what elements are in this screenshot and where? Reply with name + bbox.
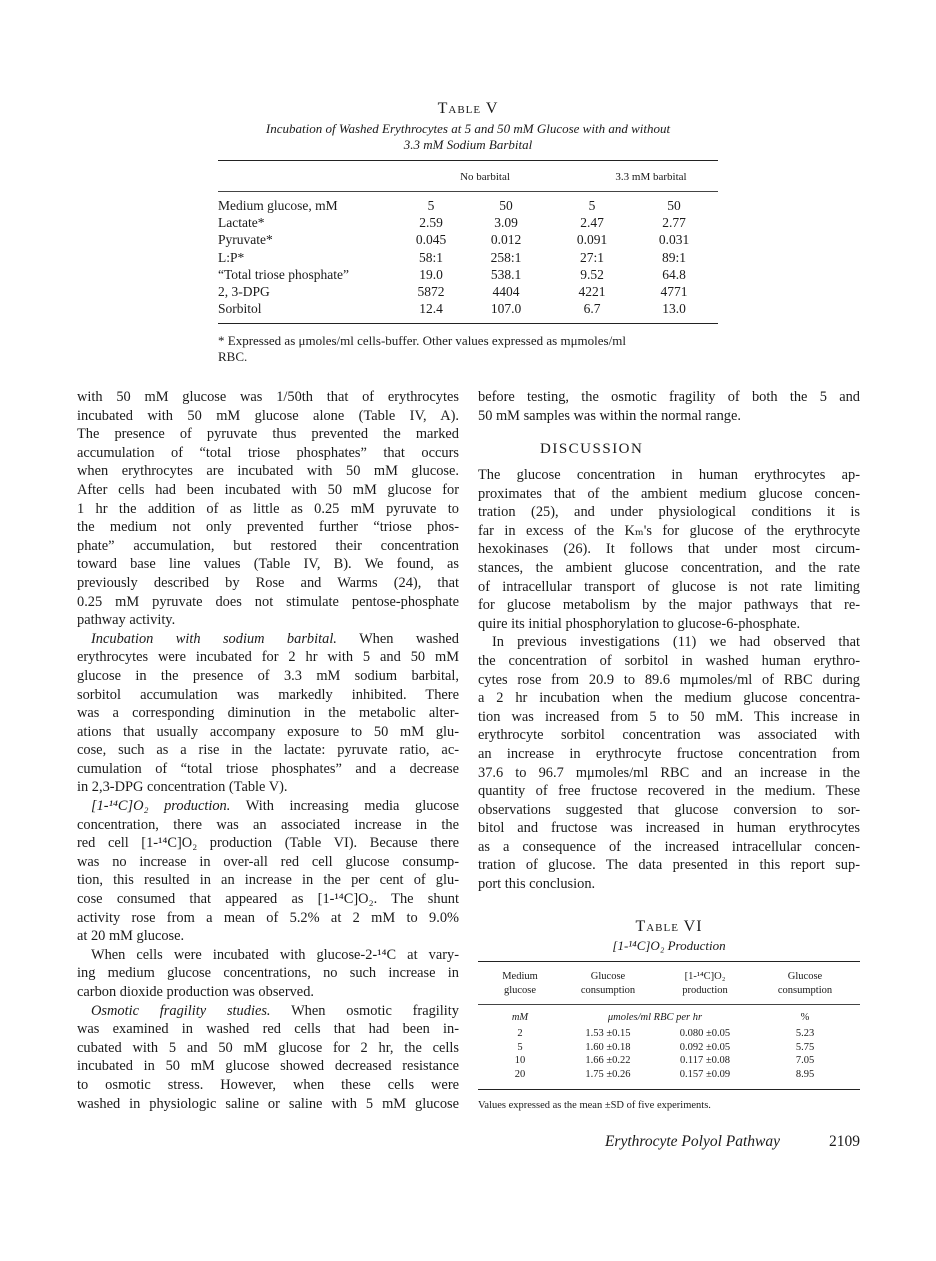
text-line: incubated with 50 mM glucose alone (Table IV, A). — [77, 407, 459, 424]
text-line: for glucose metabolism by the major pathways that re- — [478, 597, 860, 614]
text-line: phate” accumulation, but restored their concentration — [77, 537, 459, 554]
table6-cell: 5.75 — [795, 1041, 815, 1053]
table5-cell: 50 — [499, 198, 513, 213]
table5-row-label: Lactate* — [218, 215, 265, 231]
table5-row — [218, 198, 718, 215]
text-line: ing medium glucose concentrations, no such increase in — [77, 965, 459, 982]
text-line-content: When washed — [359, 630, 459, 647]
table5-cell: 4404 — [492, 284, 520, 299]
text-line: sorbitol accumulation was markedly inhibited. There — [77, 686, 459, 703]
table5-cell: 0.031 — [658, 232, 690, 248]
table6-cell: 2 — [517, 1028, 523, 1039]
text-line: was a corresponding diminution in the metabolic alter- — [77, 705, 459, 722]
text-line: hexokinases (26). It follows that under most circum- — [478, 541, 860, 558]
run-in-heading: Incubation with sodium barbital. — [91, 630, 337, 647]
table5-footnote-line2: RBC. — [218, 349, 248, 364]
table6-column-header: [1-¹⁴C]O₂ — [684, 971, 726, 982]
text-line: port this conclusion. — [478, 876, 596, 893]
table5-cell: 2.59 — [419, 215, 443, 231]
text-line: tion was increased from 5 to 50 mM. This increase in — [478, 708, 860, 725]
text-line: pathway activity. — [77, 612, 176, 629]
text-line: a 2 hr incubation when the medium glucose concentra- — [478, 690, 860, 707]
text-line: the medium not only prevented further “triose phos- — [77, 519, 459, 536]
paragraph — [77, 946, 459, 1002]
table6-column-header: glucose — [503, 985, 537, 996]
text-line: washed in physiologic saline or saline with 5 mM glucose — [77, 1095, 459, 1112]
table5-cell: 2.47 — [580, 215, 604, 231]
table5-cell: 9.52 — [580, 266, 604, 282]
table5-row-label: Medium glucose, mM — [218, 198, 338, 213]
table5-cell: 4771 — [660, 284, 688, 299]
paragraph — [478, 633, 860, 893]
table5-cell: 4221 — [578, 284, 606, 299]
text-line — [77, 630, 459, 649]
text-line: was examined in washed red cells that had been in- — [77, 1021, 459, 1038]
table5-footnote-line1: * Expressed as μmoles/ml cells-buffer. Other values expressed as mμmoles/ml — [218, 333, 626, 348]
table6-cell: 20 — [514, 1068, 526, 1080]
text-line: quire its initial phosphorylation to glucose-6-phosphate. — [478, 615, 801, 632]
text-line: quantity of free fructose recovered in the medium. These — [478, 783, 860, 800]
discussion-text — [478, 466, 860, 894]
table5-cell: 107.0 — [490, 301, 522, 317]
table6-caption: [1-¹⁴C]O₂ Production — [612, 938, 726, 953]
text-line: bitol and fructose was increased in human erythrocytes — [478, 820, 860, 837]
text-line: cubated with 5 and 50 mM glucose for 2 hr, the cells — [77, 1039, 459, 1056]
table6-unit-percent: % — [800, 1012, 810, 1023]
paragraph — [77, 630, 459, 797]
table6-column-header: consumption — [580, 985, 636, 996]
table6-cell: 1.60 ±0.18 — [585, 1041, 631, 1053]
table5-row-label: Sorbitol — [218, 301, 262, 317]
text-line: of intracellular transport of glucose is not rate limiting — [478, 578, 860, 595]
text-line: tration of glucose. The data presented in this report sup- — [478, 857, 860, 874]
text-line: proximates that of the ambient medium glucose concen- — [478, 485, 860, 502]
text-line: before testing, the osmotic fragility of both the 5 and — [478, 389, 860, 405]
table6-column-header: consumption — [777, 985, 833, 996]
table5-cell: 0.045 — [415, 232, 447, 248]
text-line: In previous investigations (11) we had observed that — [492, 634, 860, 651]
table5-cell: 13.0 — [662, 301, 686, 317]
table5-cell: 12.4 — [419, 301, 443, 317]
paragraph — [478, 466, 860, 633]
table6-cell: 0.117 ±0.08 — [680, 1055, 730, 1066]
table5-row — [218, 284, 718, 301]
table5-bottom-rule — [218, 323, 718, 324]
table5-cell: 6.7 — [583, 301, 601, 317]
page-number: 2109 — [829, 1133, 860, 1150]
table6-column-header: Glucose — [590, 971, 626, 982]
text-line: 50 mM samples was within the normal range. — [478, 407, 741, 424]
table6-cell: 1.53 ±0.15 — [585, 1028, 631, 1039]
text-line: cytes rose from 20.9 to 89.6 mμmoles/ml of RBC during — [478, 671, 860, 688]
text-line: glucose in the presence of 3.3 mM sodium barbital, — [77, 667, 459, 684]
table6-header-rule — [478, 1004, 860, 1005]
table5-cell: 27:1 — [579, 249, 604, 265]
table5-row-label: 2, 3-DPG — [218, 284, 270, 299]
table5-top-rule — [218, 160, 718, 161]
table5-cell: 0.012 — [490, 232, 522, 248]
table5-row-label: “Total triose phosphate” — [218, 266, 350, 282]
run-in-heading: Osmotic fragility studies. — [91, 1002, 271, 1019]
paragraph — [478, 388, 860, 425]
paragraph — [77, 388, 459, 630]
table5-cell: 5 — [588, 198, 596, 213]
text-line: 1 hr the addition of as little as 0.25 mM pyruvate to — [77, 500, 459, 517]
text-line: to osmotic stress. However, when these cells were — [77, 1076, 459, 1093]
text-line: activity rose from a mean of 5.2% at 2 mM to 9.0% — [77, 909, 459, 926]
table5-row — [218, 301, 718, 318]
table5-cell: 5872 — [417, 284, 445, 299]
table6-unit-mm: mM — [511, 1012, 529, 1023]
text-line: cose consumed that appeared as [1-¹⁴C]O₂. The shunt — [77, 891, 459, 908]
table5-group-header-no-barbital: No barbital — [460, 171, 510, 183]
table6-cell: 1.75 ±0.26 — [585, 1068, 631, 1080]
table5-caption-line2: 3.3 mM Sodium Barbital — [403, 137, 533, 152]
table5-label: Table V — [437, 100, 499, 117]
table5-cell: 58:1 — [418, 249, 443, 265]
paragraph — [77, 797, 459, 946]
text-line: observations suggested that glucose conversion to sor- — [478, 801, 860, 818]
text-line: stances, the ambient glucose concentration, and the rate — [478, 559, 860, 576]
text-line: carbon dioxide production was observed. — [77, 984, 314, 1000]
table5-header-rule — [218, 191, 718, 192]
run-in-heading: [1-¹⁴C]O₂ production. — [91, 798, 231, 815]
text-line: far in excess of the Kₘ's for glucose of the erythrocyte — [478, 522, 860, 539]
table6-cell: 5.23 — [795, 1028, 815, 1039]
table6-cell: 7.05 — [795, 1055, 815, 1066]
left-column-text — [77, 388, 459, 1113]
table6-cell: 8.95 — [795, 1068, 815, 1080]
text-line: toward base line values (Table IV, B). We found, as — [77, 556, 459, 573]
text-line: when erythrocytes are incubated with 50 mM glucose. — [77, 463, 459, 480]
discussion-heading: DISCUSSION — [540, 441, 644, 457]
text-line: an increase in erythrocyte fructose concentration from — [478, 745, 860, 762]
table5-cell: 89:1 — [661, 249, 686, 265]
paragraph — [77, 1002, 459, 1114]
table6-cell: 1.66 ±0.22 — [585, 1055, 631, 1066]
text-line: cumulation of “total triose phosphates” and a decrease — [77, 760, 459, 777]
table5-cell: 5 — [427, 198, 435, 213]
text-line: red cell [1-¹⁴C]O₂ production (Table VI). Because there — [77, 835, 459, 852]
table5-row — [218, 232, 718, 249]
table6-footnote: Values expressed as the mean ±SD of five experiments. — [478, 1100, 711, 1111]
table5-row-label: L:P* — [218, 249, 245, 265]
text-line: at 20 mM glucose. — [77, 928, 185, 945]
text-line: in 2,3-DPG concentration (Table V). — [77, 779, 288, 796]
table5-row — [218, 250, 718, 267]
text-line: accumulation of “total triose phosphates” that occurs — [77, 444, 459, 461]
text-line-content: When osmotic fragility — [291, 1002, 459, 1019]
table5-cell: 50 — [667, 198, 681, 213]
table6-label: Table VI — [635, 918, 703, 935]
text-line: incubated in 50 mM glucose showed decreased resistance — [77, 1058, 459, 1075]
text-line: the concentration of sorbitol in washed human erythro- — [478, 652, 860, 669]
table6-top-rule — [478, 961, 860, 962]
table5-cell: 538.1 — [490, 266, 522, 282]
table6-column-header: Glucose — [787, 971, 823, 982]
table6-column-header: production — [682, 985, 728, 996]
text-line — [77, 1002, 459, 1021]
text-line: When cells were incubated with glucose-2-¹⁴C at vary- — [91, 946, 459, 963]
text-line: erythrocytes were incubated for 2 hr with 5 and 50 mM — [77, 649, 459, 666]
table6-cell: 5 — [517, 1041, 523, 1053]
text-line: tion, this resulted in an increase in the per cent of glu- — [77, 872, 459, 889]
text-line: was no increase in over-all red cell glucose consump- — [77, 853, 459, 870]
table5-caption-line1: Incubation of Washed Erythrocytes at 5 and 50 mM Glucose with and without — [265, 121, 671, 136]
table5-row — [218, 215, 718, 232]
right-column-intro-text — [478, 388, 860, 425]
table6-cell: 0.080 ±0.05 — [679, 1028, 731, 1039]
text-line: 0.25 mM pyruvate does not stimulate pentose-phosphate — [77, 593, 459, 610]
table6-cell: 0.092 ±0.05 — [679, 1041, 731, 1053]
table5-cell: 3.09 — [494, 215, 518, 231]
text-line-content: With increasing media glucose — [245, 798, 459, 815]
text-line: as a consequence of the increased intracellular concen- — [478, 838, 860, 855]
table6-unit-rate: μmoles/ml RBC per hr — [607, 1012, 703, 1023]
text-line: The presence of pyruvate thus prevented the marked — [77, 426, 459, 443]
text-line: ations that usually accompany exposure to 50 mM glu- — [77, 723, 459, 740]
table5-group-header-barbital: 3.3 mM barbital — [615, 171, 687, 183]
table5-cell: 64.8 — [662, 266, 686, 282]
text-line: erythrocyte sorbitol concentration was associated with — [478, 727, 860, 744]
table5-cell: 19.0 — [419, 266, 443, 282]
text-line: The glucose concentration in human erythrocytes ap- — [478, 467, 860, 483]
text-line — [77, 797, 459, 816]
table5-row — [218, 267, 718, 284]
text-line: cose, such as a rise in the lactate: pyruvate ratio, ac- — [77, 742, 459, 759]
table5-cell: 2.77 — [662, 215, 686, 231]
text-line: 37.6 to 96.7 mμmoles/ml RBC and an increase in the — [478, 764, 860, 781]
text-line: previously described by Rose and Warms (24), that — [77, 574, 459, 591]
table6-cell: 10 — [514, 1055, 526, 1066]
table6-cell: 0.157 ±0.09 — [679, 1068, 731, 1080]
text-line: tration (25), and under physiological conditions it is — [478, 504, 860, 521]
table5-row-label: Pyruvate* — [218, 232, 273, 248]
table6-column-header: Medium — [502, 971, 538, 982]
table6-bottom-rule — [478, 1089, 860, 1090]
running-title: Erythrocyte Polyol Pathway — [604, 1133, 780, 1150]
text-line: After cells had been incubated with 50 mM glucose for — [77, 481, 459, 498]
table5-cell: 0.091 — [576, 232, 608, 248]
text-line: with 50 mM glucose was 1/50th that of erythrocytes — [77, 389, 459, 405]
table5-cell: 258:1 — [490, 249, 522, 265]
text-line: concentration, there was an associated increase in the — [77, 816, 459, 833]
